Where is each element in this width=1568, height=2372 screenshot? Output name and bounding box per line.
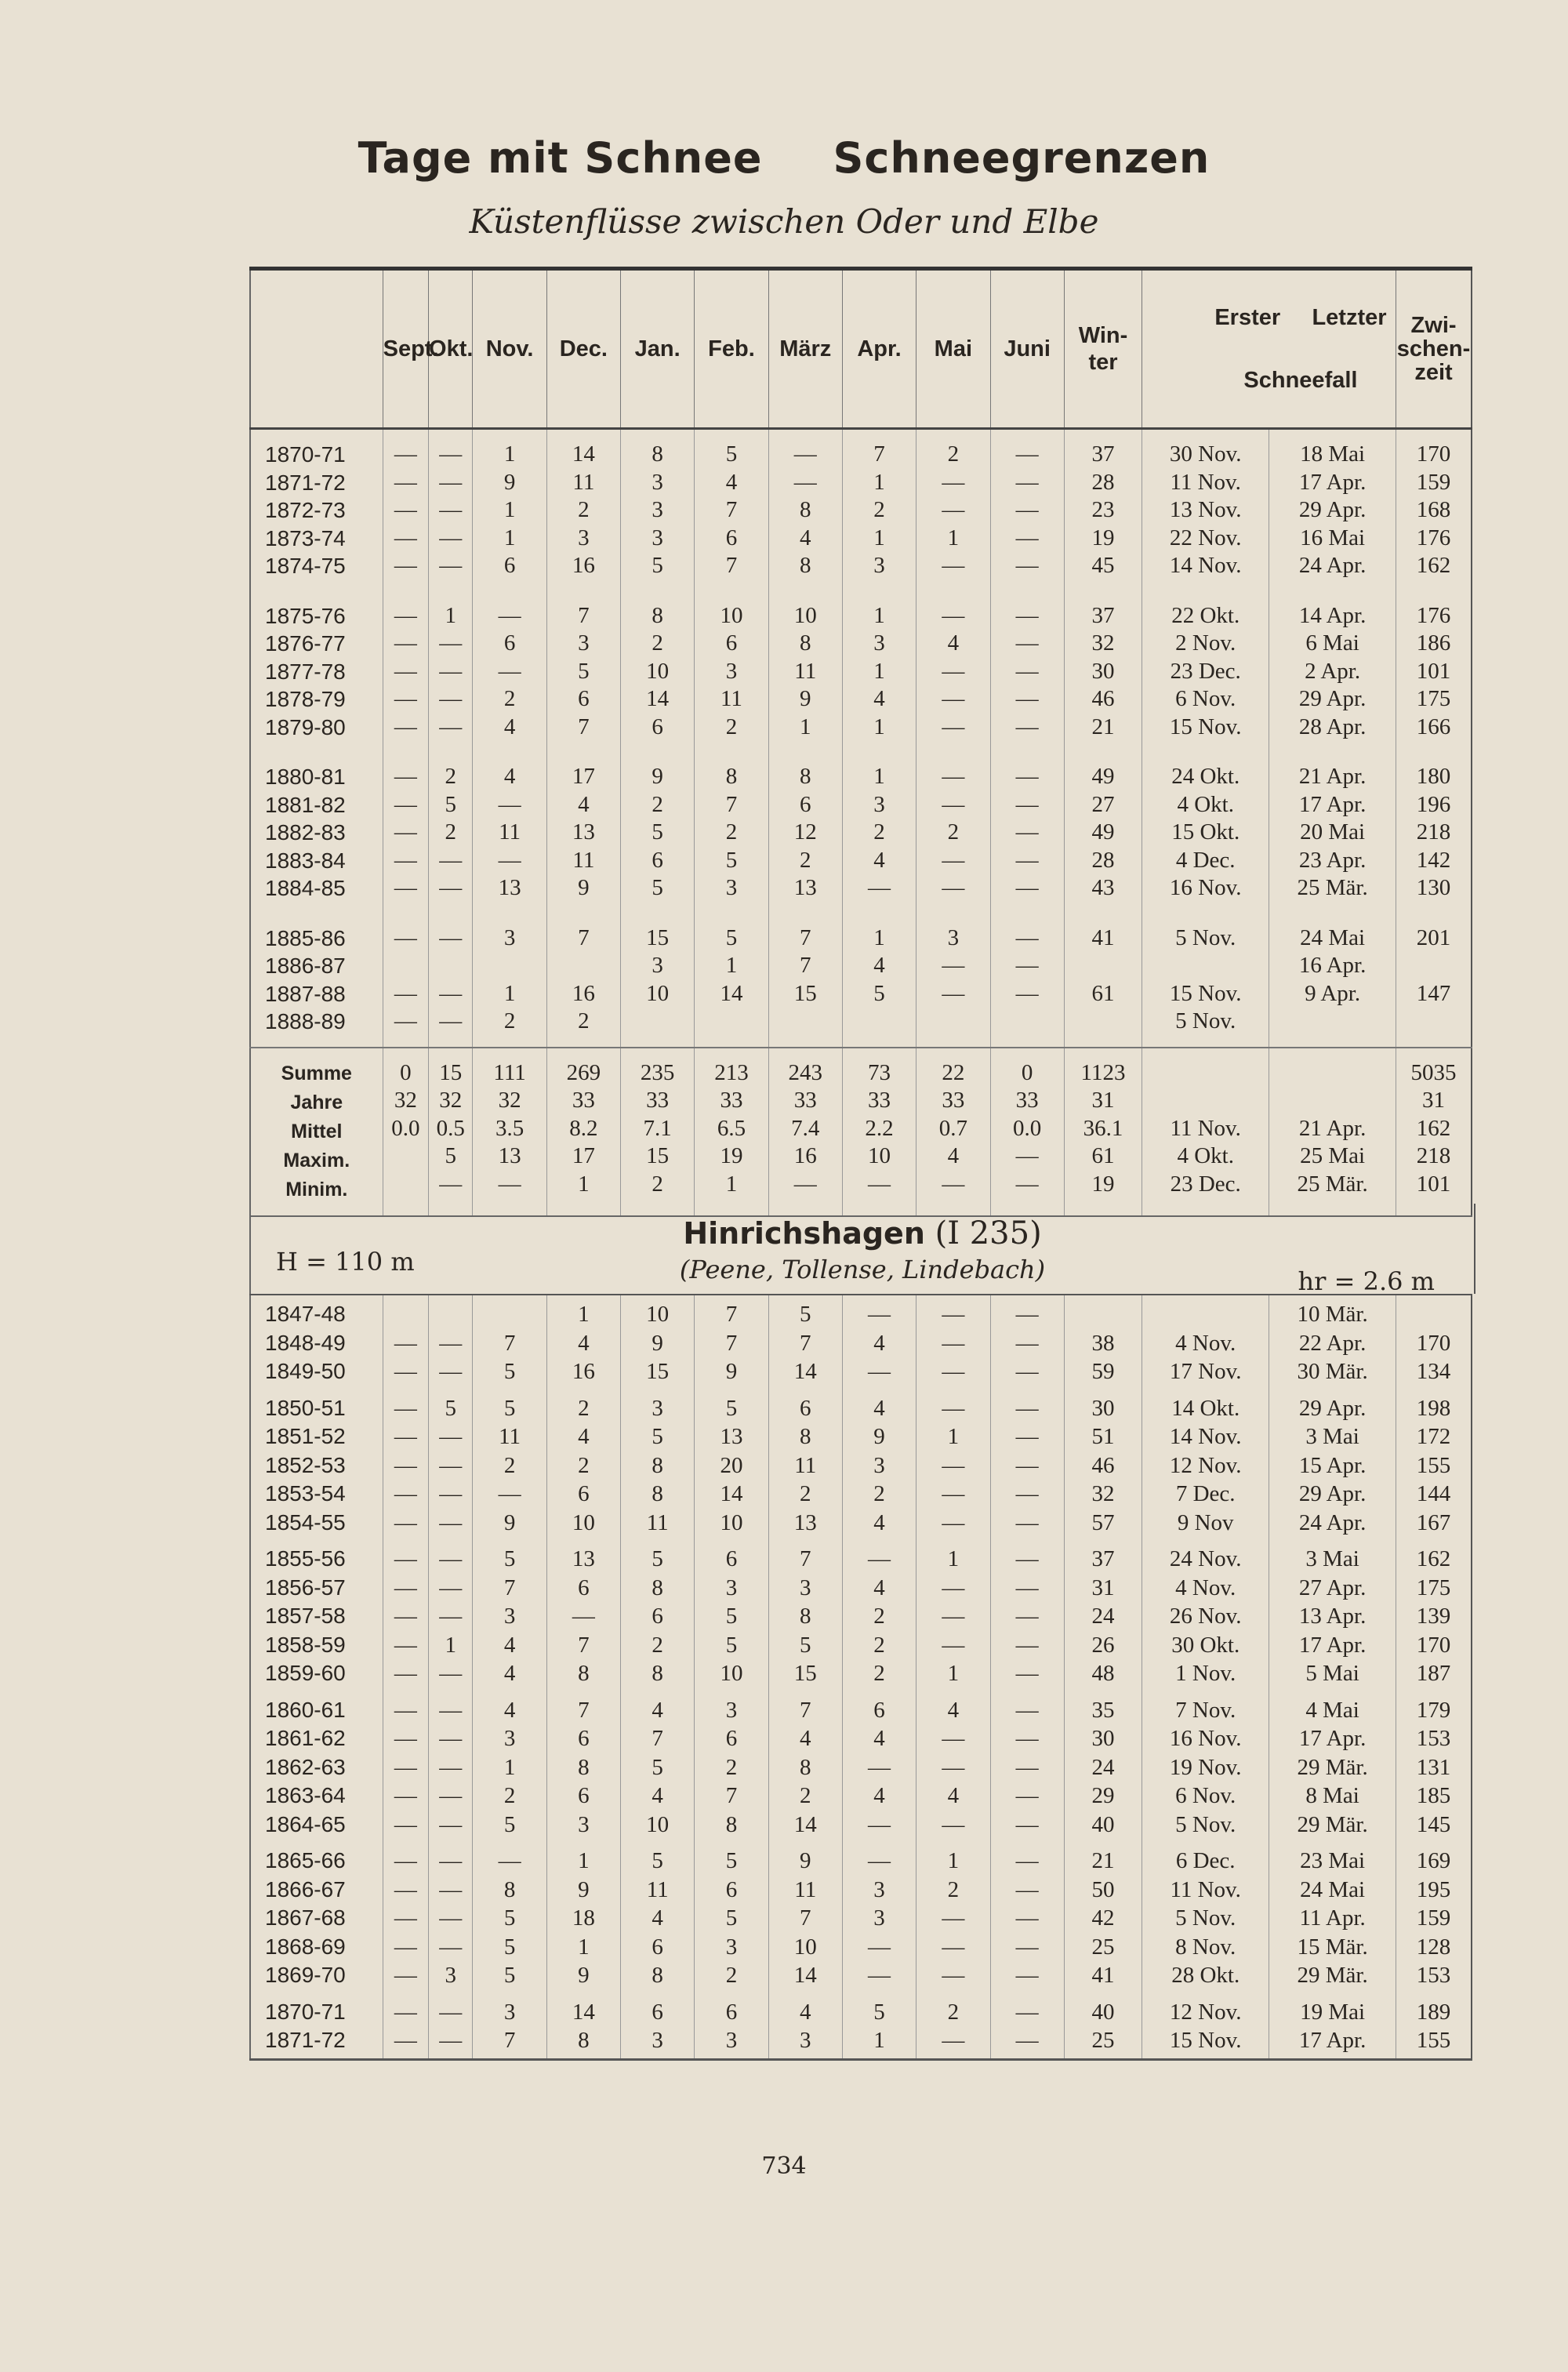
feb: 6 3 5 5 10	[695, 1540, 768, 1691]
t1-group-row	[250, 914, 1472, 1048]
sept: — — — — —	[383, 1691, 428, 1843]
okt: — —	[429, 1993, 473, 2060]
t1-summary-row	[250, 1048, 1472, 1216]
juni: — — —	[990, 914, 1064, 1048]
page-title	[0, 133, 1568, 183]
zwischenzeit: 201 147	[1396, 914, 1472, 1048]
okt: — — — 1 —	[429, 1540, 473, 1691]
zwischenzeit: 179 153 131 185 145	[1396, 1691, 1472, 1843]
nov: — 6 — 2 4	[473, 591, 546, 753]
juni: 0 33 0.0 — —	[990, 1048, 1064, 1216]
sept: — —	[383, 1295, 428, 1389]
header-blank	[250, 269, 383, 429]
years: 1870-71 1871-72	[265, 1999, 346, 2052]
t2-group-row	[250, 1295, 1472, 1389]
header-winter: Win- ter	[1064, 269, 1142, 429]
maerz: — — 8 4 8	[768, 429, 842, 591]
page-subtitle: Küstenflüsse zwischen Oder und Elbe	[469, 202, 1099, 241]
zwischenzeit: 198 172 155 144 167	[1396, 1389, 1472, 1541]
zwischenzeit: 169 195 159 128 153	[1396, 1842, 1472, 1993]
mai: 2 —	[916, 1993, 990, 2060]
jan: 10 9 15	[621, 1295, 695, 1389]
erster-schneefall: 7 Nov. 16 Nov. 19 Nov. 6 Nov. 5 Nov.	[1142, 1691, 1269, 1843]
juni: — — — — —	[990, 1691, 1064, 1843]
feb: 5 6 5 3 2	[695, 1842, 768, 1993]
winter: 40 25	[1064, 1993, 1142, 2060]
jan: 15 3 10	[621, 914, 695, 1048]
years: 1847-48 1848-49 1849-50	[265, 1302, 346, 1383]
jan: 5 8 6 2 8	[621, 1540, 695, 1691]
header-dec: Dec.	[546, 269, 620, 429]
station-code: (I 235)	[935, 1215, 1042, 1251]
letzter-schneefall: 3 Mai 27 Apr. 13 Apr. 17 Apr. 5 Mai	[1269, 1540, 1396, 1691]
mai: — 4 — — —	[916, 591, 990, 753]
winter: 49 27 49 28 43	[1064, 752, 1142, 914]
nov: 5 11 2 — 9	[473, 1389, 546, 1541]
winter: 41 61	[1064, 914, 1142, 1048]
summary-labels: Summe Jahre Mittel Maxim. Minim.	[250, 1048, 383, 1216]
erster-schneefall: 30 Nov. 11 Nov. 13 Nov. 22 Nov. 14 Nov.	[1142, 429, 1269, 591]
years: 1870-71 1871-72 1872-73 1873-74 1874-75	[265, 442, 346, 578]
juni: — — — — —	[990, 591, 1064, 753]
header-maerz: März	[768, 269, 842, 429]
years: 1875-76 1876-77 1877-78 1878-79 1879-80	[265, 603, 346, 739]
letzter-schneefall: 21 Apr. 25 Mai 25 Mär.	[1269, 1048, 1396, 1216]
mai: 1 2 — — —	[916, 1842, 990, 1993]
header-erster: Erster	[1214, 305, 1281, 330]
header-row	[250, 269, 1472, 429]
apr: 6 4 — 4 —	[842, 1691, 916, 1843]
letzter-schneefall: 19 Mai 17 Apr.	[1269, 1993, 1396, 2060]
title-right: Schneegrenzen	[833, 133, 1210, 183]
letzter-schneefall: 23 Mai 24 Mai 11 Apr. 15 Mär. 29 Mär.	[1269, 1842, 1396, 1993]
station-name: Hinrichshagen	[683, 1216, 925, 1251]
dec: 2 4 2 6 10	[546, 1389, 620, 1541]
dec: 7 3 5 6 7	[546, 591, 620, 753]
jan: 3 5 8 8 11	[621, 1389, 695, 1541]
feb: 10 6 3 11 2	[695, 591, 768, 753]
years: 1855-56 1856-57 1857-58 1858-59 1859-60	[265, 1546, 346, 1685]
dec: 1 9 18 1 9	[546, 1842, 620, 1993]
sept: — —	[383, 1993, 428, 2060]
okt: 5 — — — —	[429, 1389, 473, 1541]
station-title	[251, 1215, 1474, 1251]
mai: 3 — —	[916, 914, 990, 1048]
snow-table-1	[249, 267, 1472, 1217]
jan: 8 2 10 14 6	[621, 591, 695, 753]
nov: 1 9 1 1 6	[473, 429, 546, 591]
t2-group-row	[250, 1993, 1472, 2060]
t2-group-row	[250, 1540, 1472, 1691]
feb: 5 4 7 6 7	[695, 429, 768, 591]
sept: — — — — —	[383, 752, 428, 914]
maerz: 7 7 15	[768, 914, 842, 1048]
letzter-schneefall: 29 Apr. 3 Mai 15 Apr. 29 Apr. 24 Apr.	[1269, 1389, 1396, 1541]
winter: 38 59	[1064, 1295, 1142, 1389]
sept: — — — — —	[383, 1389, 428, 1541]
nov: 3 1 2	[473, 914, 546, 1048]
mai: — — 2 — —	[916, 752, 990, 914]
okt: 1 — — — —	[429, 591, 473, 753]
feb: 3 6 2 7 8	[695, 1691, 768, 1843]
jan: 8 3 3 3 5	[621, 429, 695, 591]
t1-group-row	[250, 752, 1472, 914]
zwischenzeit: 170 159 168 176 162	[1396, 429, 1472, 591]
dec: 7 6 8 6 3	[546, 1691, 620, 1843]
letzter-schneefall: 4 Mai 17 Apr. 29 Mär. 8 Mai 29 Mär.	[1269, 1691, 1396, 1843]
winter: 1123 31 36.1 61 19	[1064, 1048, 1142, 1216]
nov: 4 — 11 — 13	[473, 752, 546, 914]
feb: 213 33 6.5 19 1	[695, 1048, 768, 1216]
zwischenzeit: 162 175 139 170 187	[1396, 1540, 1472, 1691]
winter: 30 51 46 32 57	[1064, 1389, 1142, 1541]
winter: 37 31 24 26 48	[1064, 1540, 1142, 1691]
okt: — — — — —	[429, 429, 473, 591]
letzter-schneefall: 14 Apr. 6 Mai 2 Apr. 29 Apr. 28 Apr.	[1269, 591, 1396, 753]
apr: 1 3 2 4 —	[842, 752, 916, 914]
apr: — 3 3 — —	[842, 1842, 916, 1993]
jan: 5 11 4 6 8	[621, 1842, 695, 1993]
header-juni: Juni	[990, 269, 1064, 429]
maerz: 7 4 8 2 14	[768, 1691, 842, 1843]
sept: — — — — —	[383, 429, 428, 591]
header-okt: Okt.	[429, 269, 473, 429]
header-schneefall	[1142, 269, 1396, 429]
juni: — — — — —	[990, 1540, 1064, 1691]
erster-schneefall: 24 Nov. 4 Nov. 26 Nov. 30 Okt. 1 Nov.	[1142, 1540, 1269, 1691]
sept: 0 32 0.0	[383, 1048, 428, 1216]
maerz: 8 6 12 2 13	[768, 752, 842, 914]
juni: — — — — —	[990, 1389, 1064, 1541]
letzter-schneefall: 18 Mai 17 Apr. 29 Apr. 16 Mai 24 Apr.	[1269, 429, 1396, 591]
apr: 4 9 3 2 4	[842, 1389, 916, 1541]
apr: 1 3 1 4 1	[842, 591, 916, 753]
mai: 4 — — 4 —	[916, 1691, 990, 1843]
zwischenzeit: 180 196 218 142 130	[1396, 752, 1472, 914]
jan: 6 3	[621, 1993, 695, 2060]
sept: — — — — —	[383, 591, 428, 753]
t2-group-row	[250, 1389, 1472, 1541]
winter: 35 30 24 29 40	[1064, 1691, 1142, 1843]
years: 1880-81 1881-82 1882-83 1883-84 1884-85	[265, 765, 346, 900]
apr: 7 1 2 1 3	[842, 429, 916, 591]
erster-schneefall: 6 Dec. 11 Nov. 5 Nov. 8 Nov. 28 Okt.	[1142, 1842, 1269, 1993]
header-feb: Feb.	[695, 269, 768, 429]
feb: 8 7 2 5 3	[695, 752, 768, 914]
maerz: 10 8 11 9 1	[768, 591, 842, 753]
sept: — — —	[383, 914, 428, 1048]
juni: — — — — —	[990, 752, 1064, 914]
apr: 73 33 2.2 10 —	[842, 1048, 916, 1216]
nov: 3 7	[473, 1993, 546, 2060]
dec: 269 33 8.2 17 1	[546, 1048, 620, 1216]
zwischenzeit: 176 186 101 175 166	[1396, 591, 1472, 753]
apr: 5 1	[842, 1993, 916, 2060]
apr: — 4 2 2 2	[842, 1540, 916, 1691]
sept: — — — — —	[383, 1842, 428, 1993]
t1-group-row	[250, 429, 1472, 591]
station-height: H = 110 m	[276, 1247, 415, 1277]
header-nov: Nov.	[473, 269, 546, 429]
nov: 7 5	[473, 1295, 546, 1389]
feb: 5 13 20 14 10	[695, 1389, 768, 1541]
nov: 4 3 1 2 5	[473, 1691, 546, 1843]
okt: — — —	[429, 914, 473, 1048]
maerz: 7 3 8 5 15	[768, 1540, 842, 1691]
apr: 1 4 5	[842, 914, 916, 1048]
okt: — — — — —	[429, 1691, 473, 1843]
mai: 1 — — — 1	[916, 1540, 990, 1691]
erster-schneefall: 4 Nov. 17 Nov.	[1142, 1295, 1269, 1389]
jan: 4 7 5 4 10	[621, 1691, 695, 1843]
erster-schneefall: 12 Nov. 15 Nov.	[1142, 1993, 1269, 2060]
header-apr: Apr.	[842, 269, 916, 429]
okt: 15 32 0.5 5 —	[429, 1048, 473, 1216]
maerz: 243 33 7.4 16 —	[768, 1048, 842, 1216]
dec: 1 4 16	[546, 1295, 620, 1389]
header-jan: Jan.	[621, 269, 695, 429]
dec: 17 4 13 11 9	[546, 752, 620, 914]
header-mai: Mai	[916, 269, 990, 429]
okt: — — — — 3	[429, 1842, 473, 1993]
maerz: 4 3	[768, 1993, 842, 2060]
mai: 2 — — 1 —	[916, 429, 990, 591]
winter: 37 28 23 19 45	[1064, 429, 1142, 591]
maerz: 5 7 14	[768, 1295, 842, 1389]
okt: — —	[429, 1295, 473, 1389]
erster-schneefall: 24 Okt. 4 Okt. 15 Okt. 4 Dec. 16 Nov.	[1142, 752, 1269, 914]
t1-group-row	[250, 591, 1472, 753]
juni: — — — — —	[990, 1842, 1064, 1993]
zwischenzeit: 5035 31 162 218 101	[1396, 1048, 1472, 1216]
juni: — — — — —	[990, 429, 1064, 591]
header-schneefall-label: Schneefall	[1243, 368, 1358, 393]
maerz: 6 8 11 2 13	[768, 1389, 842, 1541]
years: 1850-51 1851-52 1852-53 1853-54 1854-55	[265, 1395, 346, 1535]
page-number: 734	[761, 2152, 807, 2180]
years: 1865-66 1866-67 1867-68 1868-69 1869-70	[265, 1848, 346, 1987]
erster-schneefall: 22 Okt. 2 Nov. 23 Dec. 6 Nov. 15 Nov.	[1142, 591, 1269, 753]
erster-schneefall: 14 Okt. 14 Nov. 12 Nov. 7 Dec. 9 Nov	[1142, 1389, 1269, 1541]
t2-group-row	[250, 1691, 1472, 1843]
zwischenzeit: 170 134	[1396, 1295, 1472, 1389]
t2-group-row	[250, 1842, 1472, 1993]
dec: 13 6 — 7 8	[546, 1540, 620, 1691]
years: 1860-61 1861-62 1862-63 1863-64 1864-65	[265, 1697, 346, 1836]
sept: — — — — —	[383, 1540, 428, 1691]
letzter-schneefall: 21 Apr. 17 Apr. 20 Mai 23 Apr. 25 Mär.	[1269, 752, 1396, 914]
okt: 2 5 2 — —	[429, 752, 473, 914]
years: 1885-86 1886-87 1887-88 1888-89	[265, 925, 346, 1033]
winter: 21 50 42 25 41	[1064, 1842, 1142, 1993]
letzter-schneefall: 24 Mai 16 Apr. 9 Apr.	[1269, 914, 1396, 1048]
station-rivers: (Peene, Tollense, Lindebach)	[679, 1255, 1046, 1284]
winter: 37 32 30 46 21	[1064, 591, 1142, 753]
header-sept: Sept.	[383, 269, 428, 429]
title-left: Tage mit Schnee	[358, 133, 763, 183]
jan: 235 33 7.1 15 2	[621, 1048, 695, 1216]
erster-schneefall: 5 Nov. 15 Nov. 5 Nov.	[1142, 914, 1269, 1048]
header-zwischenzeit: Zwi- schen- zeit	[1396, 269, 1472, 429]
juni: — — —	[990, 1295, 1064, 1389]
feb: 6 3	[695, 1993, 768, 2060]
mai: 22 33 0.7 4 —	[916, 1048, 990, 1216]
snow-table-2	[249, 1294, 1472, 2061]
feb: 5 1 14	[695, 914, 768, 1048]
station-header	[249, 1204, 1475, 1294]
header-letzter: Letzter	[1312, 305, 1387, 330]
dec: 14 11 2 3 16	[546, 429, 620, 591]
mai: — — —	[916, 1295, 990, 1389]
jan: 9 2 5 6 5	[621, 752, 695, 914]
apr: — 4 —	[842, 1295, 916, 1389]
mai: — 1 — — —	[916, 1389, 990, 1541]
maerz: 9 11 7 10 14	[768, 1842, 842, 1993]
juni: — —	[990, 1993, 1064, 2060]
nov: — 8 5 5 5	[473, 1842, 546, 1993]
feb: 7 7 9	[695, 1295, 768, 1389]
zwischenzeit: 189 155	[1396, 1993, 1472, 2060]
nov: 5 7 3 4 4	[473, 1540, 546, 1691]
letzter-schneefall: 10 Mär. 22 Apr. 30 Mär.	[1269, 1295, 1396, 1389]
nov: 111 32 3.5 13 —	[473, 1048, 546, 1216]
dec: 14 8	[546, 1993, 620, 2060]
erster-schneefall: 11 Nov. 4 Okt. 23 Dec.	[1142, 1048, 1269, 1216]
dec: 7 16 2	[546, 914, 620, 1048]
station-hr: hr = 2.6 m	[1298, 1266, 1435, 1296]
